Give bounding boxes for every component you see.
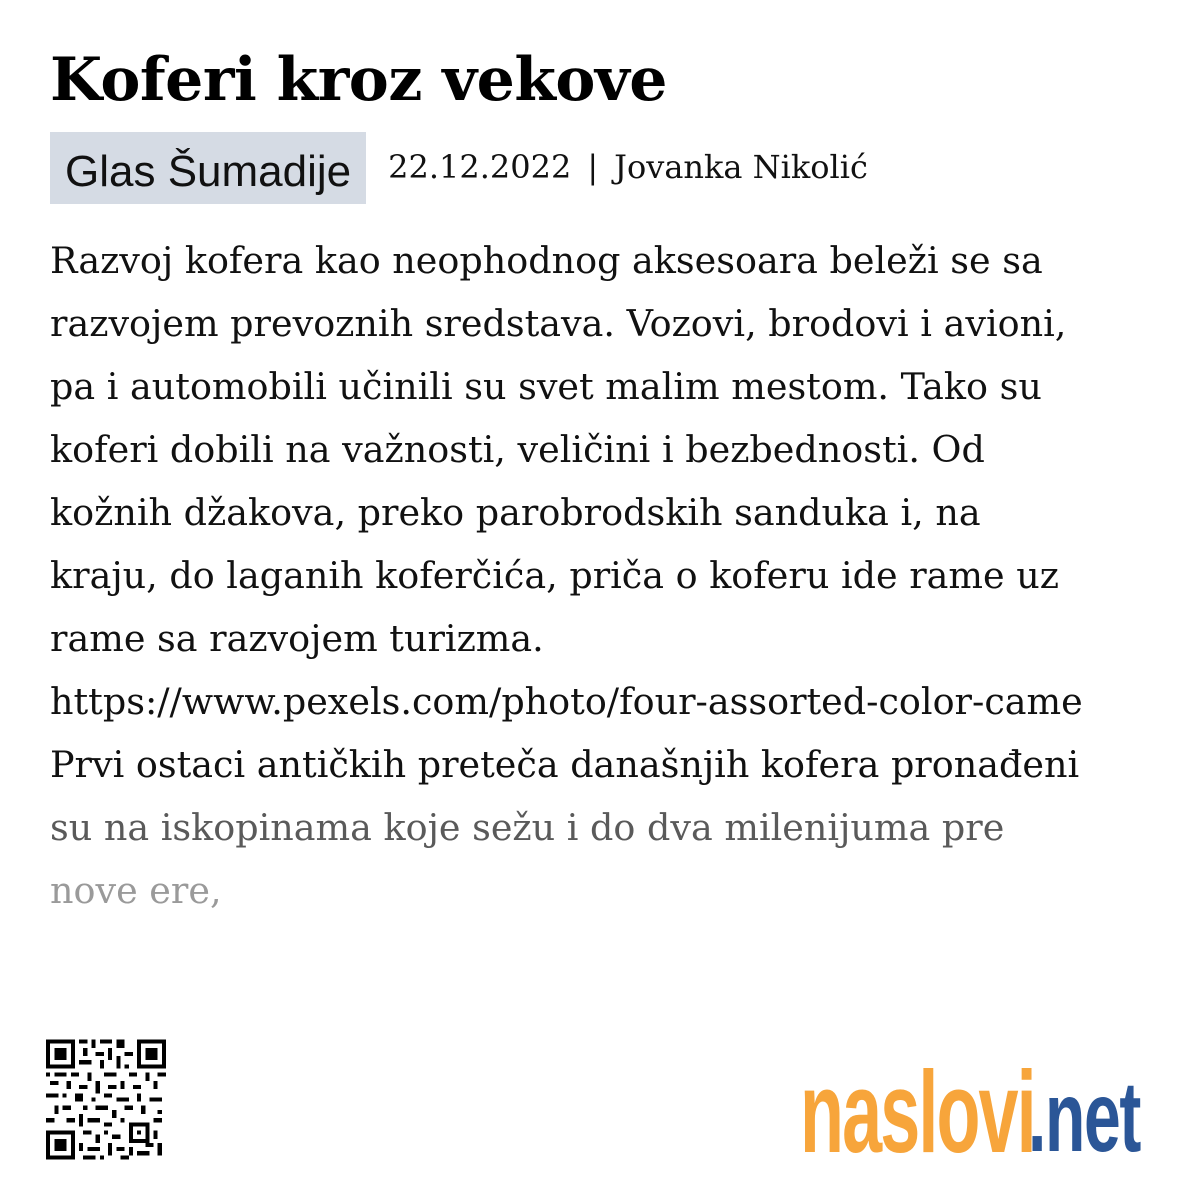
byline-separator: | <box>587 148 599 186</box>
logo-text-naslovi: naslovi <box>800 1047 1035 1177</box>
article-meta <box>50 132 868 204</box>
source-badge[interactable]: Glas Šumadije <box>50 132 366 204</box>
body-line: Prvi ostaci antičkih preteča današnjih kofera pronađeni <box>50 743 1080 786</box>
body-line-faded: nove ere, <box>50 869 222 912</box>
body-line: kožnih džakova, preko parobrodskih sanduka i, na <box>50 491 981 534</box>
article-card <box>50 0 1200 1200</box>
site-logo[interactable] <box>800 1047 1180 1177</box>
article-title: Koferi kroz vekove <box>50 45 667 115</box>
body-line: rame sa razvojem turizma. <box>50 617 544 660</box>
publish-date: 22.12.2022 <box>388 148 572 186</box>
body-line: Razvoj kofera kao neophodnog aksesoara beleži se sa <box>50 239 1043 282</box>
body-line: kraju, do laganih koferčića, priča o koferu ide rame uz <box>50 554 1059 597</box>
article-body <box>50 229 1200 922</box>
body-line: koferi dobili na važnosti, veličini i bezbednosti. Od <box>50 428 985 471</box>
byline <box>388 132 868 204</box>
body-line: pa i automobili učinili su svet malim mestom. Tako su <box>50 365 1042 408</box>
qr-code-icon[interactable] <box>46 1037 166 1162</box>
logo-text-net: .net <box>1028 1061 1141 1173</box>
author-name: Jovanka Nikolić <box>614 148 868 186</box>
body-line-faded: su na iskopinama koje sežu i do dva milenijuma pre <box>50 806 1005 849</box>
body-line: razvojem prevoznih sredstava. Vozovi, brodovi i avioni, <box>50 302 1067 345</box>
body-link-line[interactable]: https://www.pexels.com/photo/four-assorted-color-came <box>50 680 1083 723</box>
